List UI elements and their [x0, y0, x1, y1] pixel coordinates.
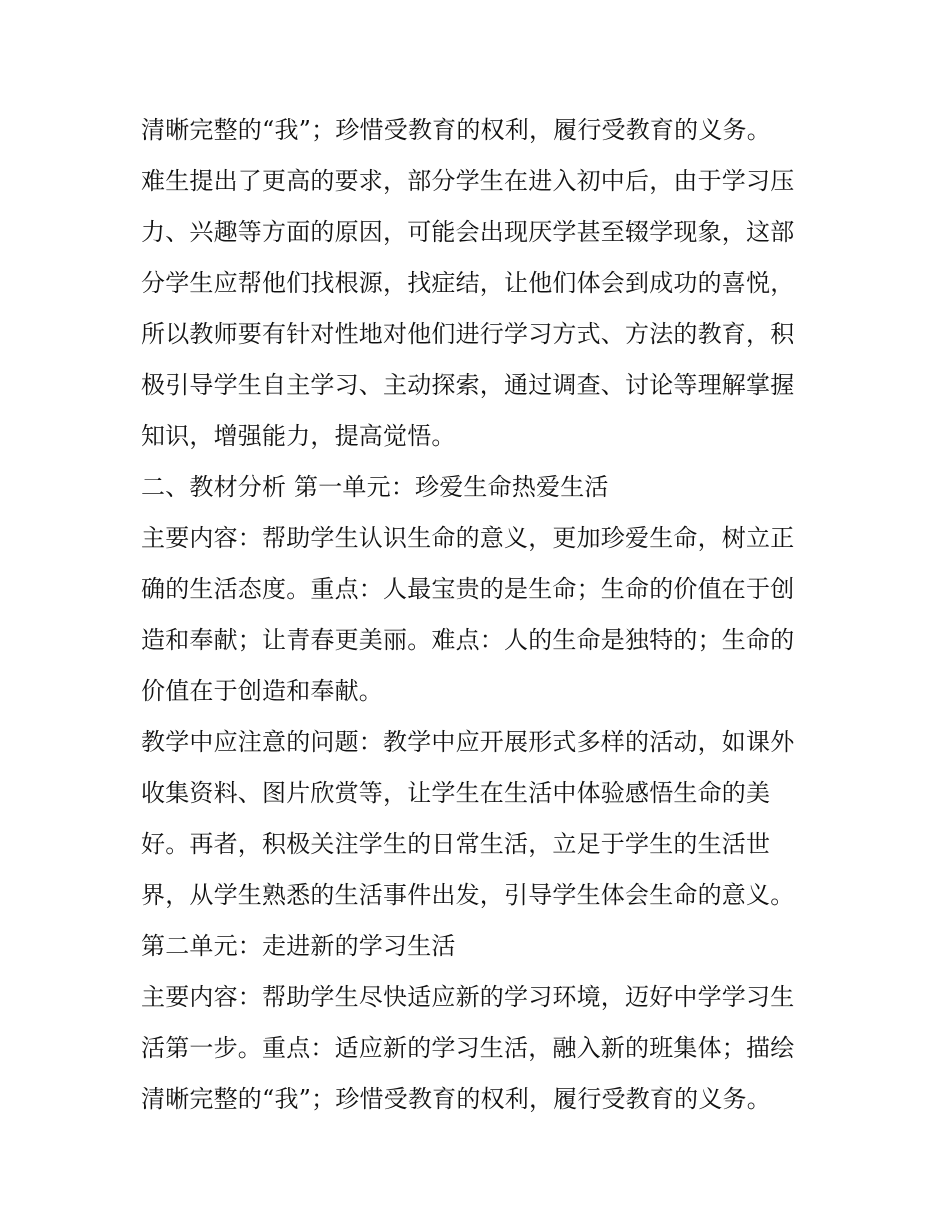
- section-heading: 第二单元：走进新的学习生活: [141, 932, 456, 960]
- text-line: 价值在于创造和奉献。: [141, 677, 383, 705]
- text-line: 主要内容：帮助学生尽快适应新的学习环境，迈好中学学习生: [141, 983, 795, 1011]
- text-line: 力、兴趣等方面的原因，可能会出现厌学甚至辍学现象，这部: [141, 218, 795, 246]
- text-line: 确的生活态度。重点：人最宝贵的是生命；生命的价值在于创: [141, 575, 795, 603]
- text-line: 好。再者，积极关注学生的日常生活，立足于学生的生活世: [141, 830, 771, 858]
- text-line: 极引导学生自主学习、主动探索，通过调查、讨论等理解掌握: [141, 371, 795, 399]
- text-line: 主要内容：帮助学生认识生命的意义，更加珍爱生命，树立正: [141, 524, 795, 552]
- text-line: 造和奉献；让青春更美丽。难点：人的生命是独特的；生命的: [141, 626, 795, 654]
- document-body: [141, 108, 831, 1128]
- text-line: 教学中应注意的问题：教学中应开展形式多样的活动，如课外: [141, 728, 795, 756]
- section-heading: 二、教材分析 第一单元：珍爱生命热爱生活: [141, 473, 609, 501]
- text-line: 分学生应帮他们找根源，找症结，让他们体会到成功的喜悦，: [141, 269, 795, 297]
- text-line: 所以教师要有针对性地对他们进行学习方式、方法的教育，积: [141, 320, 795, 348]
- text-line: 活第一步。重点：适应新的学习生活，融入新的班集体；描绘: [141, 1034, 795, 1062]
- text-line: 清晰完整的“我”；珍惜受教育的权利，履行受教育的义务。: [141, 1085, 771, 1113]
- text-line: 收集资料、图片欣赏等，让学生在生活中体验感悟生命的美: [141, 779, 771, 807]
- text-line: 清晰完整的“我”；珍惜受教育的权利，履行受教育的义务。: [141, 116, 771, 144]
- text-line: 界，从学生熟悉的生活事件出发，引导学生体会生命的意义。: [141, 881, 795, 909]
- text-line: 难生提出了更高的要求，部分学生在进入初中后，由于学习压: [141, 167, 795, 195]
- text-line: 知识，增强能力，提高觉悟。: [141, 422, 456, 450]
